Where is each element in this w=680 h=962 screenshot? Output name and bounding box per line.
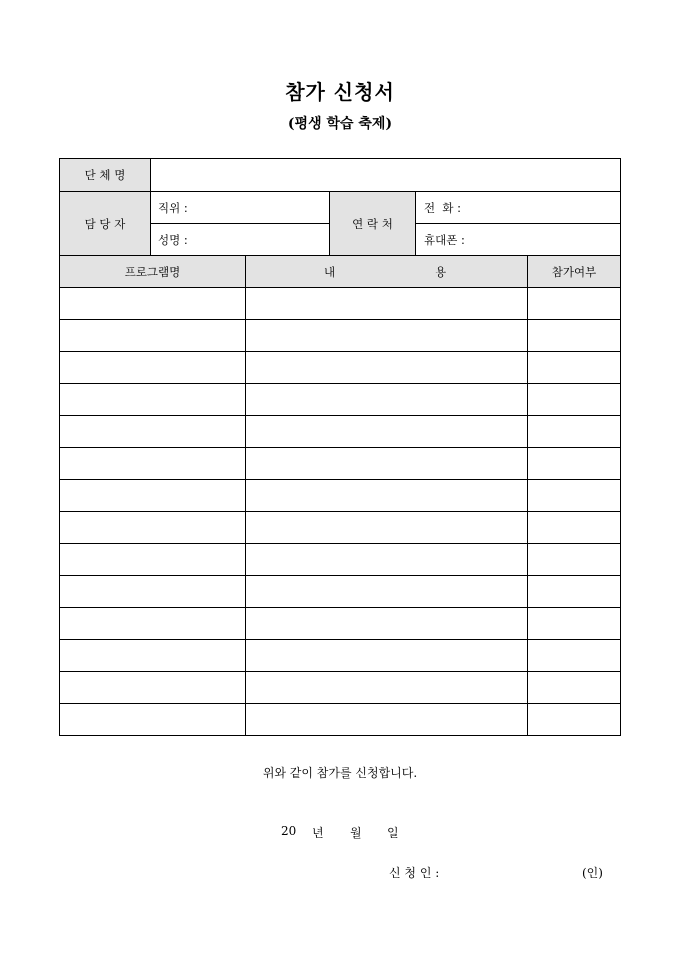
position-field[interactable] <box>151 192 329 223</box>
grid-line-h <box>59 543 621 544</box>
col-header-content <box>246 256 527 287</box>
group-name-label: 단 체 명 <box>84 168 126 182</box>
grid-line-h <box>150 223 330 224</box>
grid-line-h <box>59 511 621 512</box>
row-participation-cell[interactable] <box>528 288 620 319</box>
row-content-cell[interactable] <box>246 448 527 479</box>
grid-line-v <box>329 191 330 256</box>
date-year: 20 <box>281 824 297 838</box>
phone-label: 전 화 : <box>424 200 462 215</box>
row-participation-cell[interactable] <box>528 384 620 415</box>
manager-label-cell <box>60 192 150 255</box>
date-year-unit: 년 <box>312 826 324 840</box>
row-content-cell[interactable] <box>246 512 527 543</box>
date-day-unit: 일 <box>387 826 399 840</box>
row-participation-cell[interactable] <box>528 672 620 703</box>
applicant-label: 신 청 인 : <box>389 866 440 880</box>
row-participation-cell[interactable] <box>528 512 620 543</box>
grid-line-h <box>59 607 621 608</box>
row-participation-cell[interactable] <box>528 704 620 735</box>
grid-line-h <box>59 735 621 736</box>
name-field[interactable] <box>151 224 329 255</box>
row-program-cell[interactable] <box>60 576 245 607</box>
document-title: 참가 신청서 <box>285 80 395 104</box>
contact-label: 연 락 처 <box>352 216 393 231</box>
grid-line-h <box>59 191 621 192</box>
row-content-cell[interactable] <box>246 480 527 511</box>
mobile-field[interactable] <box>416 224 620 255</box>
row-content-cell[interactable] <box>246 576 527 607</box>
col-header-content-label-2: 용 <box>435 264 447 279</box>
name-label: 성명 : <box>158 232 188 247</box>
row-program-cell[interactable] <box>60 640 245 671</box>
row-program-cell[interactable] <box>60 384 245 415</box>
grid-line-h <box>59 639 621 640</box>
grid-line-v <box>527 255 528 736</box>
row-content-cell[interactable] <box>246 672 527 703</box>
row-program-cell[interactable] <box>60 672 245 703</box>
row-content-cell[interactable] <box>246 320 527 351</box>
contact-label-cell <box>330 192 415 255</box>
row-participation-cell[interactable] <box>528 544 620 575</box>
row-content-cell[interactable] <box>246 640 527 671</box>
grid-line-h <box>59 319 621 320</box>
grid-line-h <box>59 383 621 384</box>
row-program-cell[interactable] <box>60 352 245 383</box>
grid-line-v <box>245 255 246 736</box>
row-program-cell[interactable] <box>60 512 245 543</box>
grid-line-h <box>59 158 621 159</box>
date-month-unit: 월 <box>350 826 362 840</box>
row-participation-cell[interactable] <box>528 640 620 671</box>
grid-line-h <box>59 575 621 576</box>
row-content-cell[interactable] <box>246 384 527 415</box>
group-name-field[interactable] <box>151 159 620 191</box>
grid-line-h <box>59 351 621 352</box>
row-content-cell[interactable] <box>246 704 527 735</box>
grid-line-h <box>59 255 621 256</box>
row-program-cell[interactable] <box>60 480 245 511</box>
seal-mark: (인) <box>582 866 603 880</box>
row-program-cell[interactable] <box>60 320 245 351</box>
row-participation-cell[interactable] <box>528 352 620 383</box>
col-header-content-label-1: 내 <box>324 264 336 279</box>
col-header-program-label: 프로그램명 <box>124 264 181 279</box>
document-subtitle: (평생 학습 축제) <box>287 116 393 132</box>
grid-line-h <box>59 671 621 672</box>
row-program-cell[interactable] <box>60 448 245 479</box>
grid-line-h <box>59 703 621 704</box>
row-program-cell[interactable] <box>60 544 245 575</box>
row-participation-cell[interactable] <box>528 480 620 511</box>
grid-line-h <box>59 479 621 480</box>
grid-line-h <box>59 415 621 416</box>
manager-label: 담 당 자 <box>84 216 126 231</box>
row-content-cell[interactable] <box>246 544 527 575</box>
row-content-cell[interactable] <box>246 352 527 383</box>
row-program-cell[interactable] <box>60 288 245 319</box>
row-participation-cell[interactable] <box>528 416 620 447</box>
row-program-cell[interactable] <box>60 608 245 639</box>
position-label: 직위 : <box>158 200 188 215</box>
col-header-participation-label: 참가여부 <box>551 264 597 279</box>
col-header-program <box>60 256 245 287</box>
grid-line-h <box>415 223 621 224</box>
grid-line-v <box>150 158 151 256</box>
mobile-label: 휴대폰 : <box>424 232 465 247</box>
row-participation-cell[interactable] <box>528 320 620 351</box>
col-header-participation <box>528 256 620 287</box>
row-participation-cell[interactable] <box>528 608 620 639</box>
row-participation-cell[interactable] <box>528 448 620 479</box>
row-content-cell[interactable] <box>246 416 527 447</box>
row-program-cell[interactable] <box>60 416 245 447</box>
row-content-cell[interactable] <box>246 608 527 639</box>
grid-line-h <box>59 287 621 288</box>
application-statement: 위와 같이 참가를 신청합니다. <box>262 766 418 780</box>
grid-line-h <box>59 447 621 448</box>
group-name-label-cell <box>60 159 150 191</box>
row-participation-cell[interactable] <box>528 576 620 607</box>
phone-field[interactable] <box>416 192 620 223</box>
row-content-cell[interactable] <box>246 288 527 319</box>
row-program-cell[interactable] <box>60 704 245 735</box>
